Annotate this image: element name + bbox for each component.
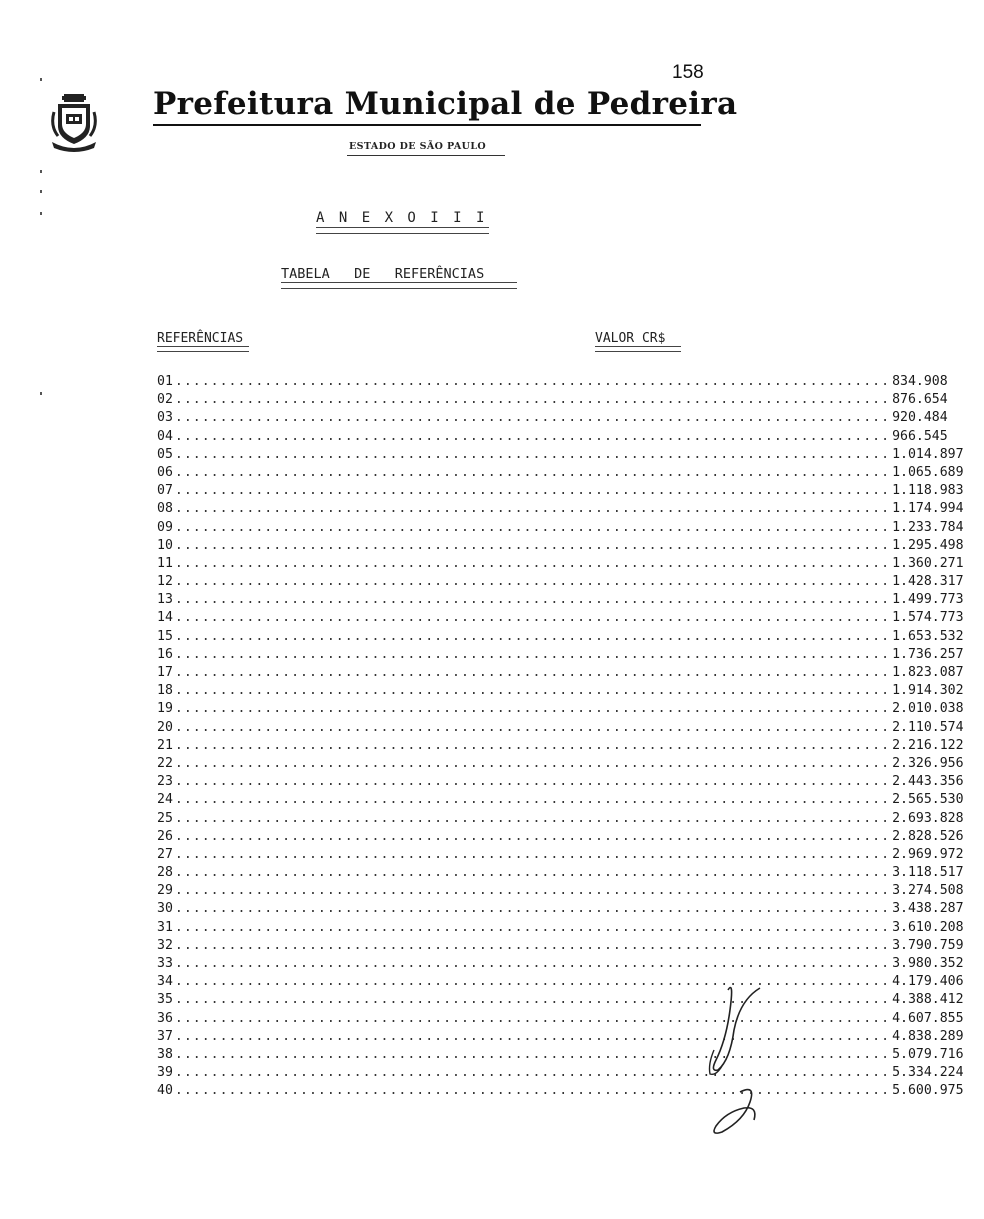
dot-leader: ................................................................................ [174,537,891,553]
table-row [157,446,964,465]
dot-leader: ................................................................................ [174,483,891,499]
reference-value: 1.118.983 [892,483,964,499]
reference-code: 17 [157,665,173,680]
dot-leader: ................................................................................ [174,374,891,389]
margin-mark [40,392,42,395]
table-row [157,846,964,865]
reference-value: 2.010.038 [892,701,964,717]
dot-leader: ................................................................................ [174,501,891,517]
dot-leader: ................................................................................ [174,755,891,771]
reference-value: 4.838.289 [892,1028,964,1044]
reference-value: 920.484 [892,410,948,426]
reference-code: 20 [157,719,173,735]
table-row [157,592,964,610]
reference-code: 01 [157,374,173,389]
reference-code: 31 [157,919,173,935]
reference-code: 18 [157,683,173,699]
handwritten-initials [700,980,770,1140]
table-row [157,374,948,392]
reference-value: 4.179.406 [892,974,964,990]
dot-leader: ................................................................................ [174,592,891,608]
dot-leader: ................................................................................ [174,665,891,680]
table-row [157,719,964,738]
dot-leader: ................................................................................ [174,1083,891,1099]
table-row [157,901,964,919]
dot-leader: ................................................................................ [174,974,891,990]
reference-value: 5.600.975 [892,1083,964,1099]
reference-value: 2.828.526 [892,828,964,844]
reference-value: 2.326.956 [892,755,964,771]
reference-code: 08 [157,501,173,517]
table-row [157,483,964,501]
reference-value: 3.438.287 [892,901,964,917]
reference-value: 2.969.972 [892,846,964,862]
table-row [157,1046,964,1065]
table-row [157,937,964,956]
dot-leader: ................................................................................ [174,519,891,535]
table-row [157,428,948,447]
column-header-value-underline [595,346,681,352]
reference-code: 38 [157,1046,173,1062]
column-header-value: VALOR CR$ [595,331,666,346]
reference-value: 3.980.352 [892,956,964,971]
dot-leader: ................................................................................ [174,901,891,917]
dot-leader: ................................................................................ [174,737,891,753]
table-row [157,956,964,974]
reference-value: 1.914.302 [892,683,964,699]
reference-value: 1.360.271 [892,555,964,571]
table-row [157,537,964,556]
table-row [157,1010,964,1029]
reference-code: 24 [157,792,173,808]
reference-value: 2.443.356 [892,774,964,790]
dot-leader: ................................................................................ [174,846,891,862]
annex-title: A N E X O I I I [316,210,488,226]
reference-code: 05 [157,446,173,462]
dot-leader: ................................................................................ [174,719,891,735]
dot-leader: ................................................................................ [174,883,891,899]
margin-mark [40,78,42,81]
dot-leader: ................................................................................ [174,701,891,717]
reference-value: 1.736.257 [892,646,964,662]
reference-value: 3.790.759 [892,937,964,953]
reference-value: 834.908 [892,374,948,389]
dot-leader: ................................................................................ [174,1010,891,1026]
table-row [157,755,964,774]
margin-mark [40,212,42,215]
dot-leader: ................................................................................ [174,919,891,935]
reference-code: 30 [157,901,173,917]
table-row [157,992,964,1010]
reference-code: 35 [157,992,173,1008]
reference-code: 07 [157,483,173,499]
table-row [157,574,964,592]
table-row [157,883,964,901]
table-row [157,610,964,628]
reference-code: 34 [157,974,173,990]
reference-value: 3.118.517 [892,865,964,881]
annex-double-underline [316,227,489,234]
table-row [157,1083,964,1101]
table-row [157,555,964,574]
reference-code: 40 [157,1083,173,1099]
reference-code: 06 [157,464,173,480]
reference-code: 33 [157,956,173,971]
reference-code: 14 [157,610,173,626]
reference-value: 2.565.530 [892,792,964,808]
reference-code: 09 [157,519,173,535]
reference-code: 04 [157,428,173,444]
reference-value: 1.174.994 [892,501,964,517]
reference-value: 3.274.508 [892,883,964,899]
reference-value: 4.607.855 [892,1010,964,1026]
reference-code: 11 [157,555,173,571]
dot-leader: ................................................................................ [174,937,891,953]
reference-code: 39 [157,1065,173,1081]
reference-value: 1.574.773 [892,610,964,626]
reference-value: 4.388.412 [892,992,964,1008]
column-header-references: REFERÊNCIAS [157,331,244,346]
table-row [157,519,964,538]
table-row [157,828,964,847]
dot-leader: ................................................................................ [174,956,891,971]
reference-code: 03 [157,410,173,426]
table-title-double-underline [281,282,517,289]
reference-value: 2.693.828 [892,810,964,826]
dot-leader: ................................................................................ [174,646,891,662]
reference-value: 5.334.224 [892,1065,964,1081]
reference-value: 876.654 [892,392,948,408]
reference-value: 5.079.716 [892,1046,964,1062]
table-row [157,683,964,701]
reference-value: 1.653.532 [892,628,964,644]
table-row [157,410,948,428]
dot-leader: ................................................................................ [174,428,891,444]
reference-code: 32 [157,937,173,953]
table-row [157,1065,964,1083]
reference-code: 13 [157,592,173,608]
table-row [157,628,964,647]
reference-table [157,374,964,1102]
reference-value: 1.295.498 [892,537,964,553]
reference-value: 966.545 [892,428,948,444]
table-row [157,1028,964,1047]
dot-leader: ................................................................................ [174,610,891,626]
dot-leader: ................................................................................ [174,865,891,881]
dot-leader: ................................................................................ [174,446,891,462]
reference-code: 22 [157,755,173,771]
reference-code: 23 [157,774,173,790]
table-row [157,810,964,829]
table-row [157,774,964,792]
reference-code: 10 [157,537,173,553]
reference-code: 12 [157,574,173,590]
organization-title: Prefeitura Municipal de Pedreira [153,86,738,122]
reference-code: 19 [157,701,173,717]
reference-value: 1.499.773 [892,592,964,608]
table-row [157,974,964,992]
dot-leader: ................................................................................ [174,828,891,844]
dot-leader: ................................................................................ [174,992,891,1008]
table-row [157,865,964,883]
reference-code: 21 [157,737,173,753]
dot-leader: ................................................................................ [174,574,891,590]
reference-code: 25 [157,810,173,826]
dot-leader: ................................................................................ [174,792,891,808]
table-row [157,464,964,483]
table-row [157,701,964,719]
reference-code: 36 [157,1010,173,1026]
table-row [157,392,948,410]
title-underline [153,124,701,126]
table-row [157,737,964,756]
reference-code: 37 [157,1028,173,1044]
dot-leader: ................................................................................ [174,1046,891,1062]
table-row [157,665,964,683]
reference-code: 26 [157,828,173,844]
dot-leader: ................................................................................ [174,810,891,826]
page-number: 158 [672,62,704,83]
reference-value: 3.610.208 [892,919,964,935]
reference-code: 29 [157,883,173,899]
table-row [157,792,964,810]
table-row [157,919,964,938]
table-row [157,646,964,665]
table-row [157,501,964,519]
reference-value: 2.216.122 [892,737,964,753]
dot-leader: ................................................................................ [174,392,891,408]
reference-code: 02 [157,392,173,408]
reference-value: 1.428.317 [892,574,964,590]
dot-leader: ................................................................................ [174,410,891,426]
reference-code: 28 [157,865,173,881]
dot-leader: ................................................................................ [174,774,891,790]
reference-value: 1.065.689 [892,464,964,480]
state-subtitle: ESTADO DE SÃO PAULO [349,141,487,152]
dot-leader: ................................................................................ [174,555,891,571]
table-title: TABELA DE REFERÊNCIAS [281,266,485,282]
reference-code: 27 [157,846,173,862]
reference-value: 2.110.574 [892,719,964,735]
reference-value: 1.014.897 [892,446,964,462]
dot-leader: ................................................................................ [174,464,891,480]
reference-value: 1.823.087 [892,665,964,680]
reference-value: 1.233.784 [892,519,964,535]
dot-leader: ................................................................................ [174,628,891,644]
municipal-crest-icon [50,92,98,152]
reference-code: 16 [157,646,173,662]
column-header-references-underline [157,346,249,352]
dot-leader: ................................................................................ [174,683,891,699]
dot-leader: ................................................................................ [174,1028,891,1044]
margin-mark [40,190,42,193]
margin-mark [40,170,42,173]
state-underline [347,155,505,156]
reference-code: 15 [157,628,173,644]
dot-leader: ................................................................................ [174,1065,891,1081]
